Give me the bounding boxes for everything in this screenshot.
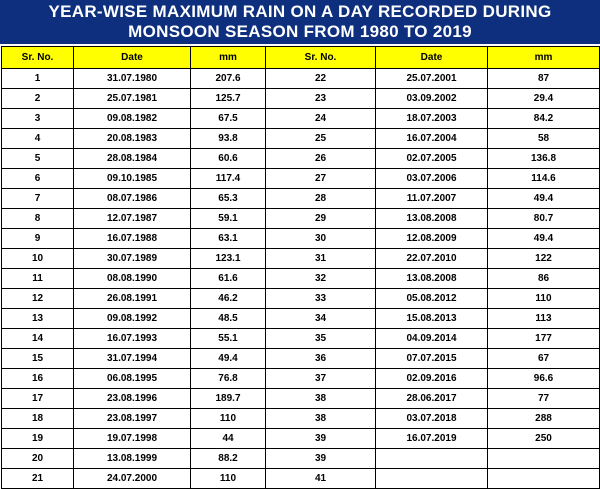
table-row xyxy=(2,149,600,169)
mm-cell: 63.1 xyxy=(191,229,266,249)
date-cell: 09.08.1992 xyxy=(74,309,191,329)
date-cell: 16.07.2004 xyxy=(376,129,488,149)
mm-cell: 250 xyxy=(488,429,600,449)
mm-cell: 29.4 xyxy=(488,89,600,109)
date-cell: 28.08.1984 xyxy=(74,149,191,169)
mm-cell: 136.8 xyxy=(488,149,600,169)
mm-cell: 61.6 xyxy=(191,269,266,289)
table-body xyxy=(2,69,600,489)
mm-cell: 80.7 xyxy=(488,209,600,229)
table-row xyxy=(2,469,600,489)
date-cell: 03.09.2002 xyxy=(376,89,488,109)
date-cell: 15.08.2013 xyxy=(376,309,488,329)
date-cell: 08.07.1986 xyxy=(74,189,191,209)
sr-no-cell: 18 xyxy=(2,409,74,429)
table-row xyxy=(2,449,600,469)
date-cell: 25.07.2001 xyxy=(376,69,488,89)
mm-cell: 87 xyxy=(488,69,600,89)
date-cell: 19.07.1998 xyxy=(74,429,191,449)
sr-no-cell: 29 xyxy=(266,209,376,229)
sr-no-cell: 5 xyxy=(2,149,74,169)
mm-cell: 113 xyxy=(488,309,600,329)
header-date-right: Date xyxy=(376,47,488,69)
sr-no-cell: 26 xyxy=(266,149,376,169)
table-row xyxy=(2,109,600,129)
date-cell: 13.08.1999 xyxy=(74,449,191,469)
sr-no-cell: 6 xyxy=(2,169,74,189)
sr-no-cell: 37 xyxy=(266,369,376,389)
date-cell: 28.06.2017 xyxy=(376,389,488,409)
mm-cell: 48.5 xyxy=(191,309,266,329)
sr-no-cell: 1 xyxy=(2,69,74,89)
table-row xyxy=(2,309,600,329)
sr-no-cell: 35 xyxy=(266,329,376,349)
date-cell: 03.07.2018 xyxy=(376,409,488,429)
mm-cell: 46.2 xyxy=(191,289,266,309)
date-cell: 05.08.2012 xyxy=(376,289,488,309)
title-line-2: MONSOON SEASON FROM 1980 TO 2019 xyxy=(128,22,472,41)
sr-no-cell: 27 xyxy=(266,169,376,189)
mm-cell: 110 xyxy=(191,469,266,489)
sr-no-cell: 33 xyxy=(266,289,376,309)
date-cell: 09.10.1985 xyxy=(74,169,191,189)
table-row xyxy=(2,289,600,309)
sr-no-cell: 13 xyxy=(2,309,74,329)
sr-no-cell: 17 xyxy=(2,389,74,409)
date-cell: 06.08.1995 xyxy=(74,369,191,389)
mm-cell: 96.6 xyxy=(488,369,600,389)
date-cell: 23.08.1996 xyxy=(74,389,191,409)
date-cell: 03.07.2006 xyxy=(376,169,488,189)
mm-cell: 125.7 xyxy=(191,89,266,109)
date-cell: 31.07.1994 xyxy=(74,349,191,369)
sr-no-cell: 38 xyxy=(266,389,376,409)
sr-no-cell: 16 xyxy=(2,369,74,389)
header-mm-left: mm xyxy=(191,47,266,69)
table-row xyxy=(2,69,600,89)
sr-no-cell: 39 xyxy=(266,429,376,449)
date-cell: 23.08.1997 xyxy=(74,409,191,429)
date-cell: 02.07.2005 xyxy=(376,149,488,169)
sr-no-cell: 36 xyxy=(266,349,376,369)
mm-cell xyxy=(488,449,600,469)
sr-no-cell: 30 xyxy=(266,229,376,249)
sr-no-cell: 28 xyxy=(266,189,376,209)
date-cell: 11.07.2007 xyxy=(376,189,488,209)
mm-cell: 189.7 xyxy=(191,389,266,409)
date-cell: 08.08.1990 xyxy=(74,269,191,289)
mm-cell: 58 xyxy=(488,129,600,149)
header-date-left: Date xyxy=(74,47,191,69)
table-row xyxy=(2,369,600,389)
date-cell: 07.07.2015 xyxy=(376,349,488,369)
sr-no-cell: 39 xyxy=(266,449,376,469)
date-cell: 24.07.2000 xyxy=(74,469,191,489)
date-cell: 12.07.1987 xyxy=(74,209,191,229)
sr-no-cell: 8 xyxy=(2,209,74,229)
sr-no-cell: 12 xyxy=(2,289,74,309)
table-row xyxy=(2,189,600,209)
date-cell: 31.07.1980 xyxy=(74,69,191,89)
date-cell: 18.07.2003 xyxy=(376,109,488,129)
sr-no-cell: 3 xyxy=(2,109,74,129)
header-sr-no-left: Sr. No. xyxy=(2,47,74,69)
mm-cell: 88.2 xyxy=(191,449,266,469)
sr-no-cell: 11 xyxy=(2,269,74,289)
date-cell: 09.08.1982 xyxy=(74,109,191,129)
table-row xyxy=(2,409,600,429)
table-row xyxy=(2,129,600,149)
table-row xyxy=(2,89,600,109)
mm-cell: 60.6 xyxy=(191,149,266,169)
mm-cell: 77 xyxy=(488,389,600,409)
mm-cell: 207.6 xyxy=(191,69,266,89)
mm-cell: 93.8 xyxy=(191,129,266,149)
table-row xyxy=(2,389,600,409)
sr-no-cell: 32 xyxy=(266,269,376,289)
sr-no-cell: 25 xyxy=(266,129,376,149)
mm-cell: 110 xyxy=(191,409,266,429)
date-cell: 12.08.2009 xyxy=(376,229,488,249)
sr-no-cell: 41 xyxy=(266,469,376,489)
date-cell: 04.09.2014 xyxy=(376,329,488,349)
mm-cell: 123.1 xyxy=(191,249,266,269)
table-header-row xyxy=(2,47,600,69)
date-cell: 20.08.1983 xyxy=(74,129,191,149)
mm-cell: 65.3 xyxy=(191,189,266,209)
date-cell: 30.07.1989 xyxy=(74,249,191,269)
sr-no-cell: 4 xyxy=(2,129,74,149)
sr-no-cell: 34 xyxy=(266,309,376,329)
page-title xyxy=(0,0,600,44)
mm-cell: 59.1 xyxy=(191,209,266,229)
mm-cell: 44 xyxy=(191,429,266,449)
mm-cell: 67.5 xyxy=(191,109,266,129)
mm-cell: 76.8 xyxy=(191,369,266,389)
date-cell: 13.08.2008 xyxy=(376,269,488,289)
table-row xyxy=(2,349,600,369)
table-row xyxy=(2,329,600,349)
table-row xyxy=(2,229,600,249)
mm-cell: 55.1 xyxy=(191,329,266,349)
mm-cell xyxy=(488,469,600,489)
mm-cell: 117.4 xyxy=(191,169,266,189)
date-cell: 13.08.2008 xyxy=(376,209,488,229)
date-cell: 16.07.1993 xyxy=(74,329,191,349)
mm-cell: 288 xyxy=(488,409,600,429)
mm-cell: 49.4 xyxy=(488,189,600,209)
mm-cell: 67 xyxy=(488,349,600,369)
sr-no-cell: 14 xyxy=(2,329,74,349)
sr-no-cell: 9 xyxy=(2,229,74,249)
sr-no-cell: 38 xyxy=(266,409,376,429)
sr-no-cell: 10 xyxy=(2,249,74,269)
date-cell: 02.09.2016 xyxy=(376,369,488,389)
table-row xyxy=(2,249,600,269)
mm-cell: 114.6 xyxy=(488,169,600,189)
mm-cell: 84.2 xyxy=(488,109,600,129)
mm-cell: 177 xyxy=(488,329,600,349)
sr-no-cell: 2 xyxy=(2,89,74,109)
date-cell: 26.08.1991 xyxy=(74,289,191,309)
date-cell: 16.07.1988 xyxy=(74,229,191,249)
sr-no-cell: 23 xyxy=(266,89,376,109)
title-line-1: YEAR-WISE MAXIMUM RAIN ON A DAY RECORDED DURING xyxy=(48,2,552,21)
rainfall-table xyxy=(1,46,600,489)
date-cell: 16.07.2019 xyxy=(376,429,488,449)
sr-no-cell: 15 xyxy=(2,349,74,369)
sr-no-cell: 22 xyxy=(266,69,376,89)
mm-cell: 49.4 xyxy=(191,349,266,369)
table-row xyxy=(2,169,600,189)
sr-no-cell: 20 xyxy=(2,449,74,469)
mm-cell: 122 xyxy=(488,249,600,269)
sr-no-cell: 21 xyxy=(2,469,74,489)
date-cell xyxy=(376,449,488,469)
date-cell: 25.07.1981 xyxy=(74,89,191,109)
sr-no-cell: 24 xyxy=(266,109,376,129)
date-cell: 22.07.2010 xyxy=(376,249,488,269)
sr-no-cell: 31 xyxy=(266,249,376,269)
table-row xyxy=(2,269,600,289)
mm-cell: 86 xyxy=(488,269,600,289)
mm-cell: 110 xyxy=(488,289,600,309)
header-sr-no-right: Sr. No. xyxy=(266,47,376,69)
mm-cell: 49.4 xyxy=(488,229,600,249)
table-row xyxy=(2,429,600,449)
table-row xyxy=(2,209,600,229)
sr-no-cell: 7 xyxy=(2,189,74,209)
date-cell xyxy=(376,469,488,489)
sr-no-cell: 19 xyxy=(2,429,74,449)
header-mm-right: mm xyxy=(488,47,600,69)
